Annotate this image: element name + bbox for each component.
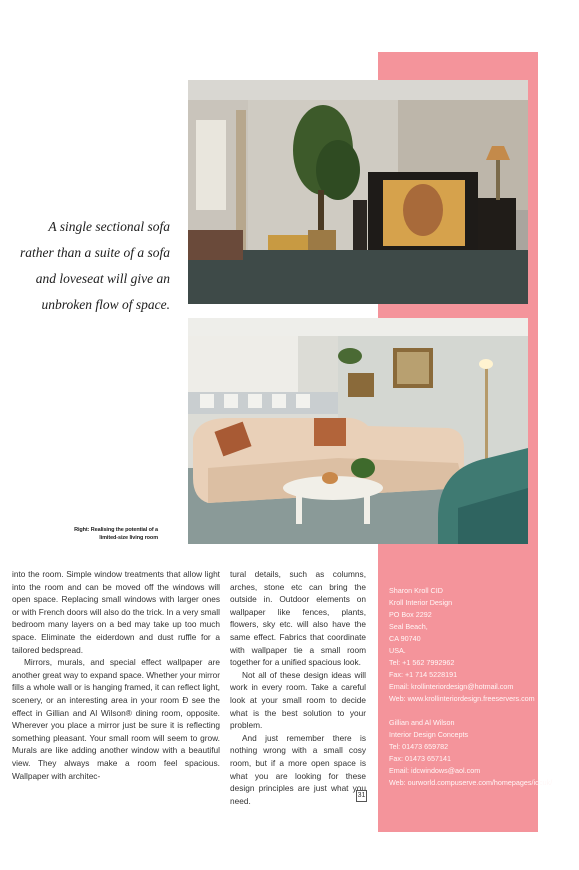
contact-website[interactable]: Web: ourworld.compuserve.com/homepages/idcuk/ — [389, 778, 553, 787]
body-paragraph: into the room. Simple window treatments that allow light into the room and can be moved off the windows will open space. Replacing small windows with larger ones or with French doors will also do the trick. In a very small bedroom many layers on a bed may take up too much space. Eliminate the eiderdown and dust ruffle for a tailored bedspread. — [12, 569, 220, 655]
contact-line: Fax: 01473 657141 — [389, 754, 451, 763]
contact-spacer — [389, 705, 537, 717]
contact-line: Sharon Kroll CID — [389, 586, 443, 595]
contact-line: Kroll Interior Design — [389, 598, 453, 607]
contact-line: PO Box 2292 — [389, 610, 432, 619]
body-column-1 — [12, 568, 220, 782]
body-column-2 — [230, 568, 366, 807]
contact-list — [389, 585, 553, 789]
caption-line: Right: Realising the potential of a — [74, 527, 158, 533]
pull-quote — [10, 214, 170, 318]
contact-email[interactable]: Email: idcwindows@aol.com — [389, 766, 481, 775]
pull-quote-line: A single sectional sofa — [48, 219, 170, 234]
page-number: 31 — [356, 790, 367, 802]
body-paragraph: tural details, such as columns, arches, stone etc can bring the outside in. Outdoor elements on wallpaper like fences, plants, flowers, sky etc. will also have the same effect. Fabrics that coordinate with wallpaper tie a small room together for a unified spacious look. — [230, 569, 366, 668]
contact-line: Seal Beach, — [389, 622, 428, 631]
photo-sectional-sofa — [188, 318, 528, 544]
contact-line: Gillian and Al Wilson — [389, 718, 455, 727]
pull-quote-line: rather than a suite of a sofa — [19, 245, 170, 260]
photo-sectional-sofa-image — [188, 318, 528, 544]
contact-line: USA. — [389, 646, 406, 655]
contact-email[interactable]: Email: krollinteriordesign@hotmail.com — [389, 682, 514, 691]
contact-line: Interior Design Concepts — [389, 730, 469, 739]
pull-quote-line: and loveseat will give an — [35, 271, 170, 286]
contact-line: CA 90740 — [389, 634, 421, 643]
body-paragraph: And just remember there is nothing wrong with a small cosy room, but if a more open space is what you are looking for these design principles are just what you need. — [230, 732, 366, 806]
photo-living-room-tv-image — [188, 80, 528, 304]
pull-quote-line: unbroken flow of space. — [41, 297, 170, 312]
body-paragraph: Mirrors, murals, and special effect wallpaper are another great way to expand space. Whether your mirror fills a whole wall or is hanging framed, it can reflect light, scenery, or an interesting area in your room Đ see the effect in Gillian and Al Wilson® dining room, opposite. Wherever you place a mirror just be sure it is reflecting something pleasant. Your small room will seem to grow. Murals are like adding another window with a beautiful view. They always make a room feel spacious. Wallpaper with architec- — [12, 657, 220, 781]
contact-line: Tel: +1 562 7992962 — [389, 658, 455, 667]
photo-caption — [40, 526, 158, 542]
caption-line: limited-size living room — [99, 535, 158, 541]
photo-living-room-tv — [188, 80, 528, 304]
contact-line: Tel: 01473 659782 — [389, 742, 449, 751]
body-paragraph: Not all of these design ideas will work in every room. Take a careful look at your small room to decide what is the best solution to your problem. — [230, 669, 366, 731]
contact-line: Fax: +1 714 5228191 — [389, 670, 458, 679]
contact-website[interactable]: Web: www.krollinteriordesign.freeservers.com — [389, 694, 535, 703]
